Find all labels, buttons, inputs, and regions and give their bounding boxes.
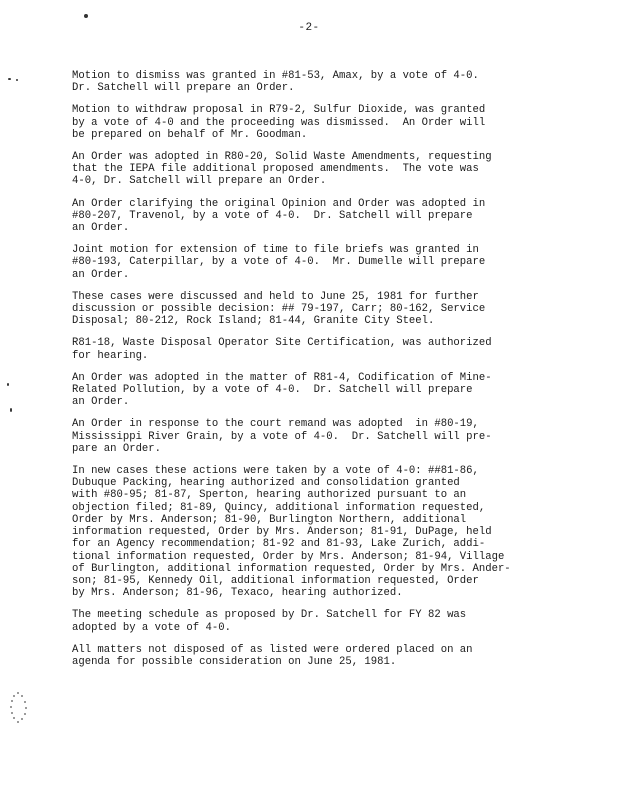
paragraph-cases-held: These cases were discussed and held to June 25, 1981 for further discussion or possible decision: ## 79-197, Carr; 80-162, Service Disposal; 80-212, Rock Island; 81-44, Granite City Steel. <box>72 290 486 328</box>
paragraph-r81-18-hearing: R81-18, Waste Disposal Operator Site Certification, was authorized for hearing. <box>72 337 492 362</box>
paragraph-caterpillar-extension: Joint motion for extension of time to file briefs was granted in #80-193, Caterpillar, by a vote of 4-0. Mr. Dumelle will prepare an Order. <box>72 244 486 281</box>
paragraph-court-remand: An Order in response to the court remand was adopted in #80-19, Mississippi River Grain, by a vote of 4-0. Dr. Satchell will pre- pare an Order. <box>72 418 492 455</box>
scan-speck <box>7 383 9 386</box>
page-number: -2- <box>298 22 320 34</box>
minutes-body <box>72 70 550 678</box>
paragraph-solid-waste-amendments: An Order was adopted in R80-20, Solid Waste Amendments, requesting that the IEPA file additional proposed amendments. The vote was 4-0, Dr. Satchell will prepare an Order. <box>72 151 492 188</box>
paragraph-new-cases: In new cases these actions were taken by a vote of 4-0: ##81-86, Dubuque Packing, hearing authorized and consolidation granted with #80-95; 81-87, Sperton, hearing authorized pursuant to an objection filed; 81-89, Quincy, additional information requested, Order by Mrs. Anderson; 81-90, Burlington Northern, additional information requested, Order by Mrs. Anderson; 81-91, DuPage, held for an Agency recommendation; 81-92 and 81-93, Lake Zurich, addi- tional information requested, Order by Mrs. Anderson; 81-94, Village of Burlington, additional information requested, Order by Mrs. Ander- son; 81-95, Kennedy Oil, additional information requested, Order by Mrs. Anderson; 81-96, Texaco, hearing authorized. <box>72 465 511 600</box>
scan-hole-punch-mark <box>8 690 30 730</box>
paragraph-sulfur-dioxide-withdrawal: Motion to withdraw proposal in R79-2, Sulfur Dioxide, was granted by a vote of 4-0 and the proceeding was dismissed. An Order will be prepared on behalf of Mr. Goodman. <box>72 104 486 141</box>
scan-speck <box>8 78 11 80</box>
paragraph-meeting-schedule: The meeting schedule as proposed by Dr. Satchell for FY 82 was adopted by a vote of 4-0. <box>72 609 467 634</box>
paragraph-travenol-order: An Order clarifying the original Opinion and Order was adopted in #80-207, Travenol, by a vote of 4-0. Dr. Satchell will prepare an Order. <box>72 197 486 235</box>
paragraph-agenda-matters: All matters not disposed of as listed were ordered placed on an agenda for possible consideration on June 25, 1981. <box>72 643 473 668</box>
paragraph-mine-related-pollution: An Order was adopted in the matter of R81-4, Codification of Mine- Related Pollution, by a vote of 4-0. Dr. Satchell will prepare an Order. <box>72 371 492 409</box>
scan-speck <box>16 79 18 81</box>
scan-speck <box>10 408 12 412</box>
scan-speck <box>84 14 88 18</box>
paragraph-amax-dismissal: Motion to dismiss was granted in #81-53, Amax, by a vote of 4-0. Dr. Satchell will prepare an Order. <box>72 70 479 95</box>
